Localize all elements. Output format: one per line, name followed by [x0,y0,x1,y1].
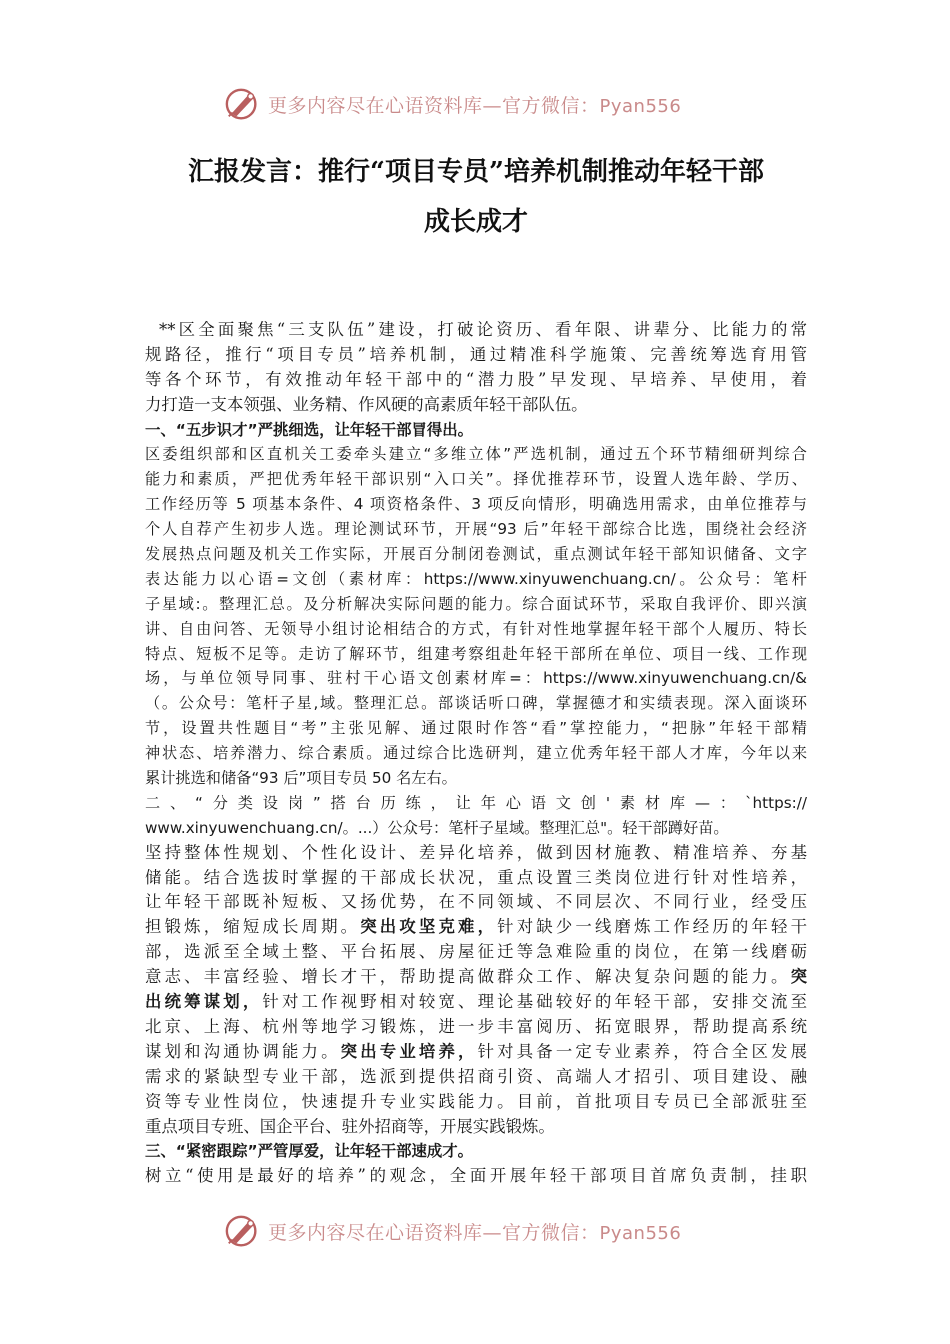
section-1-line: 讲、自由问答、无领导小组讨论相结合的方式，有针对性地掌握年轻干部个人履历、特长 [145,619,807,638]
intro-line: 等各个环节，有效推动年轻干部中的“潜力股”早发现、早培养、早使用，着 [145,369,807,389]
section-1-line: 累计挑选和储备“93 后”项目专员 50 名左右。 [145,769,457,788]
document-title-line2: 成长成才 [423,207,528,237]
banner-text: 更多内容尽在心语资料库—官方微信：Pyan556 [268,94,682,117]
section-2-heading-line2: www.xinyuwenchuang.cn/。...）公众号：笔杆子星域。整理汇总"。轻干部蹲好苗。 [145,818,729,837]
section-2-line: 担锻炼，缩短成长周期。突出攻坚克难，针对缺少一线磨炼工作经历的年轻干 [145,917,808,937]
footer-banner[interactable] [224,1209,744,1253]
section-1-line: 节，设置共性题目“考”主张见解、通过限时作答“看”掌控能力，“把脉”年轻干部精 [145,719,807,738]
intro-line: **区全面聚焦“三支队伍”建设，打破论资历、看年限、讲辈分、比能力的常 [159,320,807,339]
section-1-line: 神状态、培养潜力、综合素质。通过综合比选研判，建立优秀年轻干部人才库，今年以来 [145,744,807,763]
section-3-heading: 三、“紧密跟踪”严管厚爱，让年轻干部速成才。 [145,1142,474,1161]
pen-nib-logo-icon [224,1212,262,1250]
section-2-line: 部，选派至全域土整、平台拓展、房屋征迁等急难险重的岗位，在第一线磨砺 [145,942,807,962]
section-1-line: （。公众号：笔杆子星,域。整理汇总。部谈话听口碑，掌握德才和实绩表现。深入面谈环 [145,694,807,713]
section-2-line: 意志、丰富经验、增长才干，帮助提高做群众工作、解决复杂问题的能力。突 [145,967,807,987]
section-3-line: 树立“使用是最好的培养”的观念，全面开展年轻干部项目首席负责制，挂职 [145,1166,807,1186]
section-1-line: 能力和素质，严把优秀年轻干部识别“入口关”。择优推荐环节，设置人选年龄、学历、 [145,470,807,489]
header-banner[interactable] [224,82,744,126]
section-1-line: 区委组织部和区直机关工委牵头建立“多维立体”严选机制，通过五个环节精细研判综合 [145,445,807,464]
document-title: 汇报发言：推行“项目专员”培养机制推动年轻干部 [188,157,764,187]
section-2-line: 重点项目专班、国企平台、驻外招商等，开展实践锻炼。 [145,1116,555,1136]
section-2-line: 出统筹谋划，针对工作视野相对较宽、理论基础较好的年轻干部，安排交流至 [145,992,808,1012]
section-1-heading: 一、“五步识才”严挑细选，让年轻干部冒得出。 [145,420,474,439]
intro-line: 力打造一支本领强、业务精、作风硬的高素质年轻干部队伍。 [145,394,588,414]
section-1-line: 发展热点问题及机关工作实际，开展百分制闭卷测试，重点测试年轻干部知识储备、文字 [145,545,807,564]
section-1-line: 场，与单位领导同事、驻村干心语文创素材库=：https://www.xinyuwenchuang.cn/& [145,669,807,688]
section-2-line: 资等专业性岗位，快速提升专业实践能力。目前，首批项目专员已全部派驻至 [145,1091,807,1111]
section-1-line: 个人自荐产生初步人选。理论测试环节，开展“93 后”年轻干部综合比选，围绕社会经济 [145,520,807,539]
section-2-line: 储能。结合选拔时掌握的干部成长状况，重点设置三类岗位进行针对性培养， [145,867,807,887]
section-2-line: 让年轻干部既补短板、又扬优势，在不同领域、不同层次、不同行业，经受压 [145,892,807,912]
document-body [145,318,807,1189]
section-1-line: 特点、短板不足等。走访了解环节，组建考察组赴年轻干部所在单位、项目一线、工作现 [145,644,807,663]
section-1-line: 工作经历等 5 项基本条件、4 项资格条件、3 项反向情形，明确选用需求，由单位推荐与 [145,495,807,514]
section-2-line: 谋划和沟通协调能力。突出专业培养，针对具备一定专业素养，符合全区发展 [145,1041,808,1061]
section-2-line: 北京、上海、杭州等地学习锻炼，进一步丰富阅历、拓宽眼界，帮助提高系统 [145,1016,807,1036]
section-2-line: 坚持整体性规划、个性化设计、差异化培养，做到因材施教、精准培养、夯基 [145,842,807,862]
pen-nib-logo-icon [224,85,262,123]
banner-text: 更多内容尽在心语资料库—官方微信：Pyan556 [268,1221,682,1244]
section-2-line: 需求的紧缺型专业干部，选派到提供招商引资、高端人才招引、项目建设、融 [145,1066,807,1086]
section-2-heading: 二、“分类设岗”搭台历练，让年心语文创'素材库—：`https:// [145,793,807,812]
intro-line: 规路径，推行“项目专员”培养机制，通过精准科学施策、完善统筹选育用管 [145,344,807,364]
section-1-line: 表达能力以心语=文创（素材库：https://www.xinyuwenchuang.cn/。公众号：笔杆 [145,569,807,588]
section-1-line: 子星域:。整理汇总。及分析解决实际问题的能力。综合面试环节，采取自我评价、即兴演 [145,594,807,613]
